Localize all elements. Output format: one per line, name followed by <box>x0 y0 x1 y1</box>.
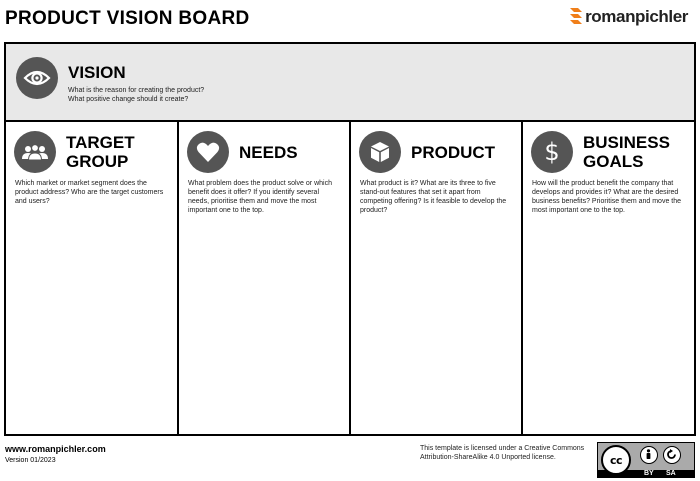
license-text: This template is licensed under a Creative Commons Attribution-ShareAlike 4.0 Unported license. <box>420 445 585 461</box>
vision-board <box>4 42 696 436</box>
box-icon <box>359 131 401 173</box>
business-goals-description: How will the product benefit the company that develops and provides it? What are the desired business benefits? Prioritise them and move the most important one to the top. <box>532 180 682 214</box>
product-column <box>351 122 523 434</box>
needs-heading: NEEDS <box>239 143 298 162</box>
version-label: Version 01/2023 <box>5 457 56 464</box>
romanpichler-logo[interactable] <box>569 7 688 27</box>
footer-info <box>5 444 106 464</box>
page-title: PRODUCT VISION BOARD <box>5 8 250 29</box>
target-group-heading: TARGET GROUP <box>66 133 135 171</box>
eye-icon <box>16 57 58 99</box>
heart-icon <box>187 131 229 173</box>
needs-description: What problem does the product solve or which benefit does it offer? If you identify several needs, prioritise them and move the most important one to the top. <box>188 180 332 214</box>
vision-section <box>6 44 694 122</box>
cc-icon: cc <box>601 445 631 475</box>
logo-text: romanpichler <box>585 7 688 26</box>
attribution-icon <box>640 446 658 464</box>
business-goals-column <box>523 122 694 434</box>
group-icon <box>14 131 56 173</box>
dollar-icon <box>531 131 573 173</box>
target-group-description: Which market or market segment does the product address? Who are the target customers and users? <box>15 180 164 205</box>
product-description: What product is it? What are its three to five stand-out features that set it apart from competing offering? Is it feasible to develop the product? <box>360 180 507 214</box>
vision-description: What is the reason for creating the product? What positive change should it create? <box>68 87 205 103</box>
svg-text:$: $ <box>544 138 560 166</box>
share-alike-icon <box>663 446 681 464</box>
sa-label: SA <box>666 470 676 477</box>
business-goals-heading: BUSINESS GOALS <box>583 133 670 171</box>
vision-heading: VISION <box>68 63 126 82</box>
logo-mark-icon <box>569 7 583 27</box>
website-link[interactable]: www.romanpichler.com <box>5 444 106 454</box>
target-group-column <box>6 122 179 434</box>
needs-column <box>179 122 351 434</box>
by-label: BY <box>644 470 654 477</box>
product-heading: PRODUCT <box>411 143 496 162</box>
cc-license-badge[interactable] <box>597 442 695 478</box>
